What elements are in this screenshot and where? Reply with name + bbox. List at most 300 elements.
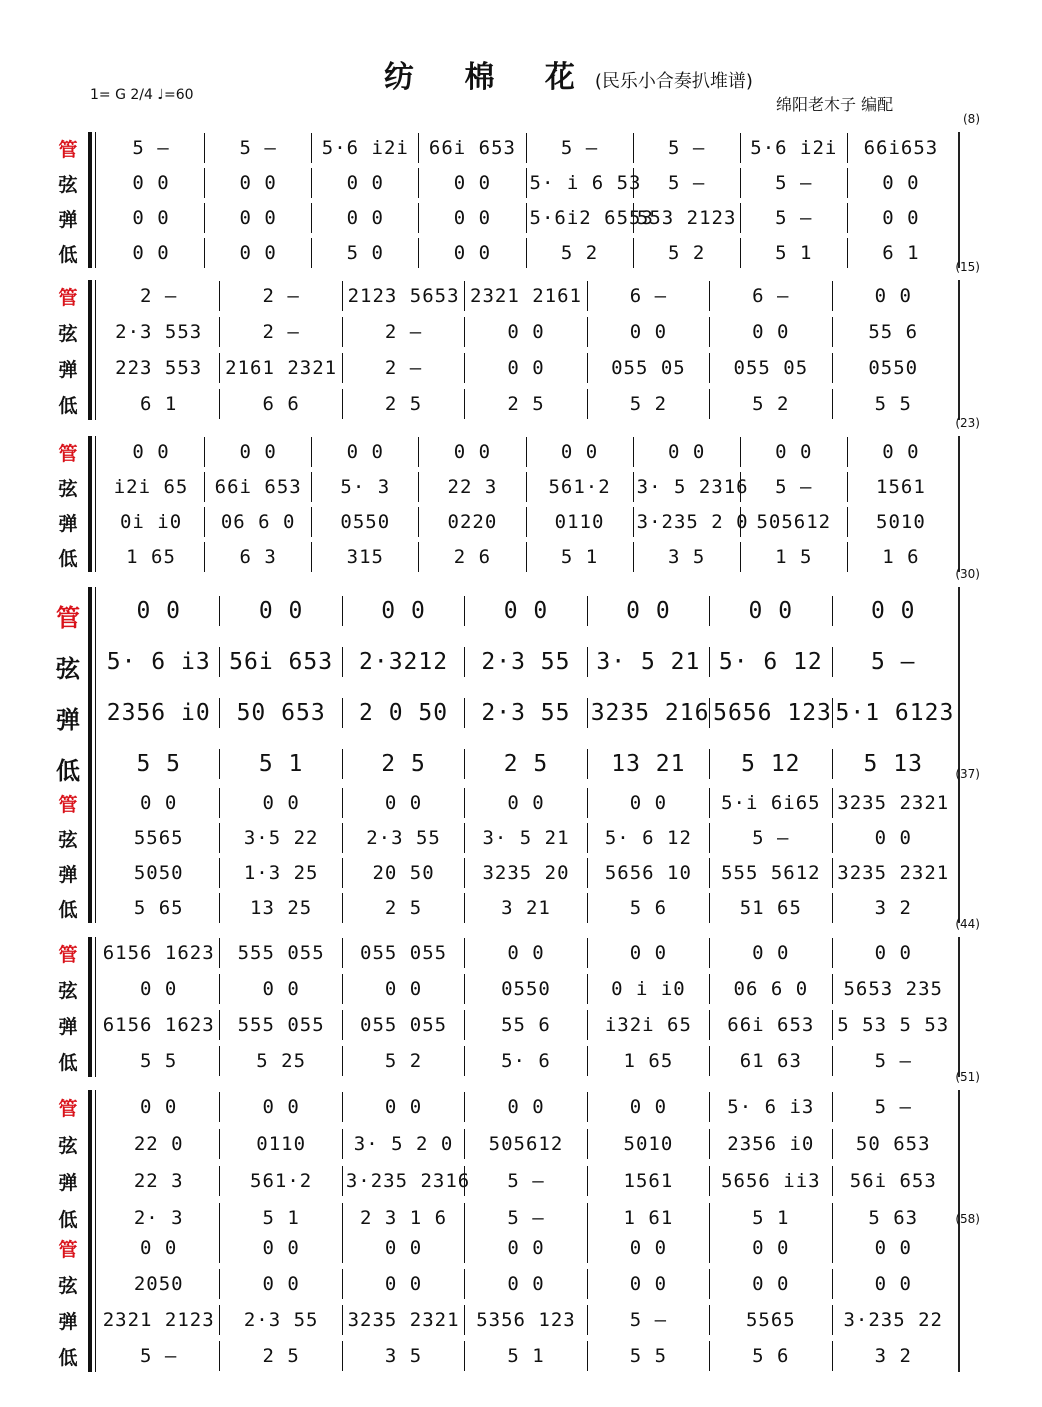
staff-row bbox=[98, 1010, 954, 1040]
measure: 0 0 bbox=[588, 596, 710, 626]
measure: 0 0 bbox=[312, 437, 419, 467]
measure: 1 65 bbox=[588, 1046, 710, 1076]
measure: 5 2 bbox=[634, 238, 741, 268]
measure: 5 1 bbox=[220, 749, 342, 779]
measure: 0 0 bbox=[710, 1233, 832, 1263]
instrument-label: 弹 bbox=[56, 705, 80, 734]
measure: 2·3 553 bbox=[98, 317, 220, 347]
measure: 2·3 55 bbox=[465, 698, 587, 728]
measure: 5 — bbox=[634, 133, 741, 163]
measure: 1561 bbox=[876, 475, 926, 498]
instrument-label: 低 bbox=[58, 395, 78, 417]
measure: 3235 2321 bbox=[837, 791, 950, 814]
instrument-label: 弹 bbox=[58, 359, 78, 381]
measure: 66i653 bbox=[863, 136, 939, 159]
measure: 5 1 bbox=[220, 1203, 342, 1233]
measure: 5 — bbox=[741, 472, 848, 502]
measure: 0 0 bbox=[343, 1092, 465, 1122]
measure-number: (44) bbox=[955, 917, 980, 931]
score-system bbox=[0, 567, 1042, 789]
measure: 5 63 bbox=[868, 1206, 919, 1229]
system-bracket bbox=[88, 587, 92, 787]
measure: 5 — bbox=[98, 133, 205, 163]
score-system bbox=[0, 1070, 1042, 1236]
measure: 6 1 bbox=[882, 241, 920, 264]
measure: 22 3 bbox=[98, 1166, 220, 1196]
measure: 555 055 bbox=[220, 938, 342, 968]
measure: 0 0 bbox=[465, 1269, 587, 1299]
measure: 0i i0 bbox=[98, 507, 205, 537]
measure: 0 0 bbox=[465, 1092, 587, 1122]
measure: 2 5 bbox=[343, 893, 465, 923]
measure: 055 055 bbox=[343, 938, 465, 968]
measure: 2 — bbox=[98, 281, 220, 311]
measure: 5 — bbox=[741, 168, 848, 198]
measure: 3· 5 21 bbox=[465, 823, 587, 853]
measure: i2i 65 bbox=[98, 472, 205, 502]
staff-row bbox=[98, 858, 954, 888]
staff-row bbox=[98, 168, 954, 198]
measure: 66i 653 bbox=[205, 472, 312, 502]
system-bracket bbox=[88, 436, 92, 572]
measure: 2·3212 bbox=[343, 647, 465, 677]
measure: 055 05 bbox=[588, 353, 710, 383]
measure: 5 5 bbox=[98, 1046, 220, 1076]
instrument-label: 低 bbox=[58, 1052, 78, 1074]
system-barline-end bbox=[958, 587, 960, 787]
staff-row bbox=[98, 1092, 954, 1122]
instrument-label: 弦 bbox=[58, 1134, 78, 1157]
measure: 56i 653 bbox=[849, 1169, 937, 1192]
measure-number: (23) bbox=[955, 416, 980, 430]
instrument-label: 弹 bbox=[58, 208, 78, 231]
measure: 1 6 bbox=[882, 545, 920, 568]
measure: 5·i 6i65 bbox=[710, 788, 832, 818]
measure: 0 0 bbox=[588, 317, 710, 347]
measure: 0 0 bbox=[588, 788, 710, 818]
system-barline-end bbox=[958, 937, 960, 1077]
staff-row bbox=[98, 596, 954, 626]
measure: 3 2 bbox=[874, 1345, 912, 1367]
measure: 0 0 bbox=[98, 1233, 220, 1263]
measure: 5· 6 i3 bbox=[98, 647, 220, 677]
key-signature: 1= G bbox=[90, 87, 126, 103]
measure: 5·6i2 6553 bbox=[527, 203, 634, 233]
staff-row bbox=[98, 281, 954, 311]
measure: 0 0 bbox=[874, 826, 912, 849]
staff-row bbox=[98, 1203, 954, 1233]
measure: 5 5 bbox=[874, 393, 912, 415]
measure: 0 0 bbox=[588, 1092, 710, 1122]
instrument-label: 弹 bbox=[58, 1311, 78, 1333]
system-bracket bbox=[88, 1090, 92, 1234]
measure: 1 65 bbox=[98, 542, 205, 572]
instrument-label: 弦 bbox=[58, 828, 78, 851]
measure: 0 0 bbox=[588, 1269, 710, 1299]
staff-row bbox=[98, 1269, 954, 1299]
measure: 5050 bbox=[98, 858, 220, 888]
measure: 2356 i0 bbox=[710, 1129, 832, 1159]
system-barline-start bbox=[95, 436, 96, 572]
staff-row bbox=[98, 823, 954, 853]
measure: 5· 3 bbox=[312, 472, 419, 502]
system-barline-start bbox=[95, 280, 96, 420]
measure: 06 6 0 bbox=[710, 974, 832, 1004]
measure: 5 2 bbox=[710, 389, 832, 419]
measure: 2 5 bbox=[343, 749, 465, 779]
instrument-label: 弦 bbox=[58, 1275, 78, 1297]
measure: 0 0 bbox=[312, 203, 419, 233]
staff-row bbox=[98, 893, 954, 923]
measure: 2 0 50 bbox=[343, 698, 465, 728]
system-barline-end bbox=[958, 787, 960, 923]
system-barline-end bbox=[958, 132, 960, 268]
measure: 5·6 i2i bbox=[312, 133, 419, 163]
measure: 0 0 bbox=[588, 938, 710, 968]
measure: 0 0 bbox=[343, 788, 465, 818]
measure: 555 5612 bbox=[710, 858, 832, 888]
instrument-label: 低 bbox=[58, 1208, 78, 1231]
measure: 3·235 22 bbox=[843, 1309, 943, 1331]
measure: 0 0 bbox=[98, 1092, 220, 1122]
measure: 3 5 bbox=[343, 1341, 465, 1371]
measure: 66i 653 bbox=[710, 1010, 832, 1040]
measure: 0 0 bbox=[710, 1269, 832, 1299]
measure: 0 0 bbox=[634, 437, 741, 467]
measure: 50 653 bbox=[220, 698, 342, 728]
staff-row bbox=[98, 1233, 954, 1263]
measure: 5· i 6 53 bbox=[527, 168, 634, 198]
measure: 2 5 bbox=[220, 1341, 342, 1371]
measure: 5565 bbox=[98, 823, 220, 853]
measure: 5· 6 bbox=[465, 1046, 587, 1076]
staff-row bbox=[98, 472, 954, 502]
staff-row bbox=[98, 1046, 954, 1076]
score-system bbox=[0, 917, 1042, 1079]
measure: 0 0 bbox=[710, 596, 832, 626]
measure: 5· 6 12 bbox=[710, 647, 832, 677]
measure: 2 5 bbox=[465, 749, 587, 779]
measure: 0 0 bbox=[98, 203, 205, 233]
measure: 2·3 55 bbox=[465, 647, 587, 677]
measure: 0220 bbox=[419, 507, 526, 537]
measure: 3235 20 bbox=[465, 858, 587, 888]
measure: 3 21 bbox=[465, 893, 587, 923]
system-barline-start bbox=[95, 787, 96, 923]
measure: 5565 bbox=[710, 1305, 832, 1335]
measure: 0 0 bbox=[343, 1269, 465, 1299]
measure: 5 — bbox=[205, 133, 312, 163]
system-barline-end bbox=[958, 280, 960, 420]
system-barline-start bbox=[95, 1232, 96, 1372]
instrument-label: 低 bbox=[56, 756, 80, 785]
measure: 0 0 bbox=[98, 238, 205, 268]
measure: 055 055 bbox=[343, 1010, 465, 1040]
measure: 5010 bbox=[876, 510, 926, 533]
measure: 0110 bbox=[220, 1129, 342, 1159]
measure: 5 12 bbox=[710, 749, 832, 779]
measure: 0 0 bbox=[874, 1273, 912, 1295]
instrument-label: 低 bbox=[58, 898, 78, 921]
instrument-label: 管 bbox=[58, 138, 78, 161]
system-barline-start bbox=[95, 937, 96, 1077]
measure-number: (8) bbox=[963, 112, 980, 126]
measure: 5 2 bbox=[588, 389, 710, 419]
measure: i32i 65 bbox=[588, 1010, 710, 1040]
system-bracket bbox=[88, 937, 92, 1077]
measure: 5 2 bbox=[343, 1046, 465, 1076]
measure: 6 3 bbox=[205, 542, 312, 572]
measure: 5 53 5 53 bbox=[837, 1014, 950, 1036]
measure: 5 6 bbox=[710, 1341, 832, 1371]
measure: 5653 235 bbox=[843, 978, 943, 1000]
measure: 1561 bbox=[588, 1166, 710, 1196]
staff-row bbox=[98, 353, 954, 383]
measure: 505612 bbox=[741, 507, 848, 537]
measure: 0 0 bbox=[343, 1233, 465, 1263]
measure: 13 25 bbox=[220, 893, 342, 923]
measure: 5 6 bbox=[588, 893, 710, 923]
measure: 0 0 bbox=[220, 788, 342, 818]
measure: 0 0 bbox=[205, 437, 312, 467]
measure: 0 0 bbox=[465, 788, 587, 818]
measure: 0 0 bbox=[220, 1233, 342, 1263]
measure: 5 1 bbox=[465, 1341, 587, 1371]
instrument-label: 弹 bbox=[58, 1171, 78, 1194]
staff-row bbox=[98, 974, 954, 1004]
measure: 0 0 bbox=[588, 1233, 710, 1263]
measure: 0 0 bbox=[98, 596, 220, 626]
measure-number: (37) bbox=[955, 767, 980, 781]
measure: 6 — bbox=[710, 281, 832, 311]
measure: 0 0 bbox=[882, 206, 920, 229]
measure: 2161 2321 bbox=[220, 353, 342, 383]
measure: 55 6 bbox=[465, 1010, 587, 1040]
measure: 1 5 bbox=[741, 542, 848, 572]
instrument-label: 弦 bbox=[58, 173, 78, 196]
system-bracket bbox=[88, 132, 92, 268]
measure: 0 0 bbox=[343, 596, 465, 626]
staff-row bbox=[98, 317, 954, 347]
measure: 6156 1623 bbox=[98, 1010, 220, 1040]
measure: 0 0 bbox=[205, 203, 312, 233]
measure: 055 05 bbox=[710, 353, 832, 383]
key-tempo-line bbox=[90, 87, 194, 103]
measure: 0 0 bbox=[419, 238, 526, 268]
score-system bbox=[0, 112, 1042, 270]
measure: 5 1 bbox=[741, 238, 848, 268]
measure: 20 50 bbox=[343, 858, 465, 888]
measure: 0 0 bbox=[741, 437, 848, 467]
measure: 5656 10 bbox=[588, 858, 710, 888]
measure: 555 055 bbox=[220, 1010, 342, 1040]
staff-row bbox=[98, 1129, 954, 1159]
measure: 2 — bbox=[220, 281, 342, 311]
measure-number: (30) bbox=[955, 567, 980, 581]
measure: 2 5 bbox=[343, 389, 465, 419]
staff-row bbox=[98, 389, 954, 419]
instrument-label: 低 bbox=[58, 547, 78, 570]
measure: 5 — bbox=[527, 133, 634, 163]
measure: 0 0 bbox=[220, 596, 342, 626]
instrument-label: 低 bbox=[58, 1347, 78, 1369]
measure: 5·6 i2i bbox=[741, 133, 848, 163]
system-bracket bbox=[88, 1232, 92, 1372]
measure: 3·235 2 0 bbox=[634, 507, 741, 537]
measure: 0 0 bbox=[419, 437, 526, 467]
measure: 2 — bbox=[343, 317, 465, 347]
measure: 0 0 bbox=[465, 1233, 587, 1263]
measure: 5 — bbox=[710, 823, 832, 853]
measure: 3· 5 21 bbox=[588, 647, 710, 677]
instrument-label: 管 bbox=[58, 442, 78, 465]
system-bracket bbox=[88, 787, 92, 923]
measure: 6 — bbox=[588, 281, 710, 311]
measure: 5·1 6123 bbox=[835, 699, 955, 726]
measure: 561·2 bbox=[220, 1166, 342, 1196]
instrument-label: 管 bbox=[58, 793, 78, 816]
measure: 2·3 55 bbox=[220, 1305, 342, 1335]
measure: 0 0 bbox=[312, 168, 419, 198]
system-barline-start bbox=[95, 132, 96, 268]
time-signature: 2/4 bbox=[130, 87, 153, 103]
score-system bbox=[0, 767, 1042, 925]
staff-row bbox=[98, 938, 954, 968]
measure: 2050 bbox=[98, 1269, 220, 1299]
measure: 51 65 bbox=[710, 893, 832, 923]
score-title: 纺 棉 花 bbox=[384, 60, 595, 95]
system-barline-start bbox=[95, 587, 96, 787]
measure: 2 — bbox=[220, 317, 342, 347]
measure: 1 61 bbox=[588, 1203, 710, 1233]
measure: 0 0 bbox=[874, 942, 912, 964]
measure: 505612 bbox=[465, 1129, 587, 1159]
staff-row bbox=[98, 203, 954, 233]
measure: 3 2 bbox=[874, 896, 912, 919]
measure: 5 — bbox=[98, 1341, 220, 1371]
measure: 5 0 bbox=[312, 238, 419, 268]
measure: 553 2123 bbox=[634, 203, 741, 233]
measure: 2 — bbox=[343, 353, 465, 383]
measure: 3235 2321 bbox=[343, 1305, 465, 1335]
measure: 2356 i0 bbox=[98, 698, 220, 728]
measure: 2· 3 bbox=[98, 1203, 220, 1233]
measure: 6 6 bbox=[220, 389, 342, 419]
measure: 5 2 bbox=[527, 238, 634, 268]
score-subtitle: (民乐小合奏扒堆谱) bbox=[594, 71, 753, 92]
measure-number: (58) bbox=[955, 1212, 980, 1226]
measure: 5· 6 i3 bbox=[710, 1092, 832, 1122]
measure: 0 0 bbox=[882, 171, 920, 194]
measure: 223 553 bbox=[98, 353, 220, 383]
measure: 5· 6 12 bbox=[588, 823, 710, 853]
measure: 2 6 bbox=[419, 542, 526, 572]
system-barline-start bbox=[95, 1090, 96, 1234]
measure: 5 — bbox=[634, 168, 741, 198]
measure: 5 — bbox=[874, 1095, 912, 1118]
measure: 5 — bbox=[588, 1305, 710, 1335]
instrument-label: 弹 bbox=[58, 1016, 78, 1038]
measure: 0 0 bbox=[710, 317, 832, 347]
measure: 561·2 bbox=[527, 472, 634, 502]
measure: 5 5 bbox=[98, 749, 220, 779]
measure: 2321 2123 bbox=[98, 1305, 220, 1335]
measure: 6156 1623 bbox=[98, 938, 220, 968]
score-system bbox=[0, 260, 1042, 422]
staff-row bbox=[98, 238, 954, 268]
measure: 06 6 0 bbox=[205, 507, 312, 537]
measure: 5656 ii3 bbox=[710, 1166, 832, 1196]
measure: 3235 216 bbox=[588, 698, 710, 728]
measure: 0 i i0 bbox=[588, 974, 710, 1004]
measure: 5356 123 bbox=[465, 1305, 587, 1335]
measure: 0 0 bbox=[98, 788, 220, 818]
measure: 0 0 bbox=[419, 168, 526, 198]
measure: 2321 2161 bbox=[465, 281, 587, 311]
measure: 0 0 bbox=[220, 974, 342, 1004]
measure: 6 1 bbox=[98, 389, 220, 419]
measure: 0550 bbox=[868, 357, 919, 379]
staff-row bbox=[98, 507, 954, 537]
instrument-label: 弹 bbox=[58, 512, 78, 535]
measure: 0 0 bbox=[220, 1092, 342, 1122]
measure: 5 1 bbox=[710, 1203, 832, 1233]
measure: 13 21 bbox=[588, 749, 710, 779]
staff-row bbox=[98, 1166, 954, 1196]
measure: 0 0 bbox=[710, 938, 832, 968]
instrument-label: 管 bbox=[58, 287, 78, 309]
measure: 0 0 bbox=[465, 353, 587, 383]
measure: 3· 5 2 0 bbox=[343, 1129, 465, 1159]
tempo-marking: ♩=60 bbox=[157, 87, 194, 103]
measure: 0 0 bbox=[98, 974, 220, 1004]
measure: 1·3 25 bbox=[220, 858, 342, 888]
measure: 0 0 bbox=[205, 168, 312, 198]
measure: 2 5 bbox=[465, 389, 587, 419]
instrument-label: 管 bbox=[56, 603, 80, 632]
measure-number: (15) bbox=[955, 260, 980, 274]
measure: 0 0 bbox=[419, 203, 526, 233]
staff-row bbox=[98, 647, 954, 677]
staff-row bbox=[98, 749, 954, 779]
measure: 22 3 bbox=[419, 472, 526, 502]
measure: 0 0 bbox=[98, 437, 205, 467]
measure: 315 bbox=[312, 542, 419, 572]
measure: 50 653 bbox=[855, 1132, 931, 1155]
instrument-label: 管 bbox=[58, 944, 78, 966]
measure: 5 — bbox=[465, 1203, 587, 1233]
measure: 2·3 55 bbox=[343, 823, 465, 853]
measure: 3235 2321 bbox=[837, 861, 950, 884]
measure: 55 6 bbox=[868, 321, 919, 343]
system-barline-end bbox=[958, 436, 960, 572]
measure: 0 0 bbox=[343, 974, 465, 1004]
measure: 0550 bbox=[465, 974, 587, 1004]
score-system bbox=[0, 416, 1042, 574]
measure: 5 25 bbox=[220, 1046, 342, 1076]
measure: 5 65 bbox=[98, 893, 220, 923]
measure: 0 0 bbox=[874, 285, 912, 307]
instrument-label: 弦 bbox=[58, 980, 78, 1002]
measure: 2 3 1 6 bbox=[343, 1203, 465, 1233]
measure: 3·235 2316 bbox=[343, 1166, 465, 1196]
title-block bbox=[384, 52, 753, 96]
staff-row bbox=[98, 1305, 954, 1335]
measure: 0550 bbox=[312, 507, 419, 537]
measure: 0 0 bbox=[220, 1269, 342, 1299]
measure: 0 0 bbox=[870, 597, 916, 624]
measure: 5 13 bbox=[863, 750, 923, 777]
